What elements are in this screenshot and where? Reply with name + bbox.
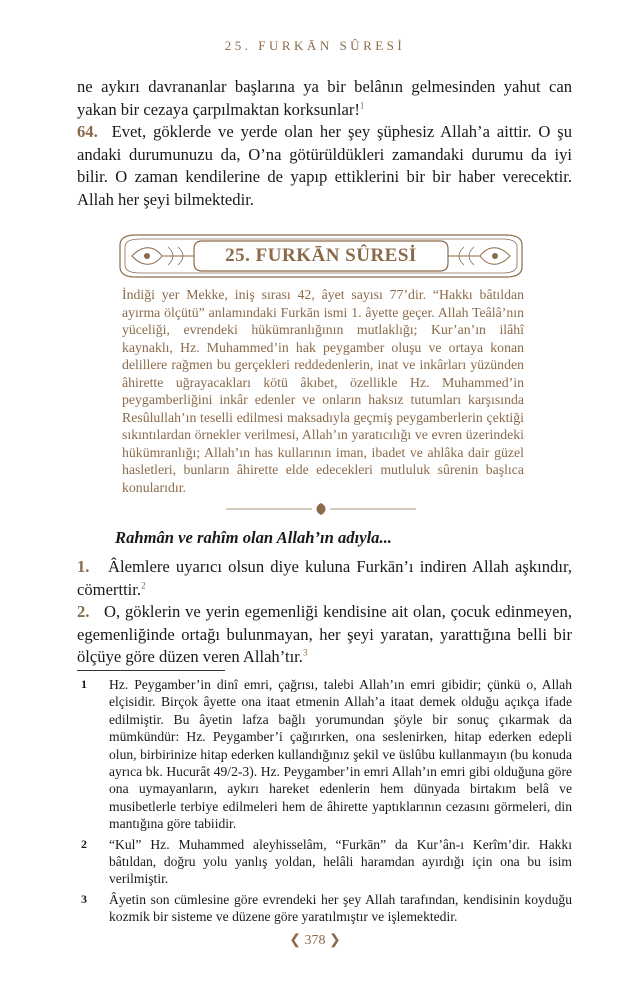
footnote-ref-1[interactable]: 1	[359, 100, 365, 111]
verses-block	[77, 556, 572, 669]
footnote-number: 1	[81, 677, 87, 691]
basmala: Rahmân ve rahîm olan Allah’ın adıyla...	[115, 528, 392, 547]
page-number-ornament-icon: ❯	[329, 933, 341, 948]
page-number	[0, 932, 630, 949]
footnote-text: “Kul” Hz. Muhammed aleyhisselâm, “Furkān” da Kur’ân-ı Kerîm’dir. Hakkı bâtıldan, doğru yolu yanlış yoldan, helâli haramdan ayırdığı için ona bu isim verilmiştir.	[109, 836, 572, 887]
footnote-ref-3[interactable]: 3	[302, 647, 308, 658]
footnote-number: 3	[81, 891, 87, 906]
footnotes	[77, 676, 572, 929]
page-number-value: 378	[304, 933, 326, 948]
top-text-block	[77, 76, 572, 212]
running-head: 25. FURKĀN SÛRESİ	[224, 38, 406, 53]
surah-title: 25. FURKĀN SÛRESİ	[225, 245, 417, 266]
surah-introduction: İndiği yer Mekke, iniş sırası 42, âyet sayısı 77’dir. “Hakkı bâtıldan ayırma ölçütü” anlamındaki Furkān ismi 1. âyette geçer. Allah Teâlâ’nın yüceliği, evrendeki hükümranlığının mutlaklığı; Kur’an’ın ilâhî kaynaklı, Hz. Muhammed’in hak peygamber oluşu ve ortaya konan delillere rağmen bu gerçekleri reddedenlerin, inat ve inkârları yüzünden âhirette uğrayacakları kötü âkıbet, özellikle Hz. Muhammed’in peygamberliğini inkâr edenler ve onların haksız tutumları karşısında Resûlullah’ın teselli edilmesi maksadıyla geçmiş peygamberlerin çektiği sıkıntılardan örnekler verilmesi, Allah’ın yaratıcılığı ve evren üzerindeki hükümranlığı; Allah’ın has kullarının iman, ibadet ve ahlâka dair güzel hasletleri, bunların âhirette elde edecekleri mutluluk sûrenin başlıca konularıdır.	[122, 287, 524, 495]
verse-number: 1.	[77, 557, 90, 576]
footnote-number: 2	[81, 836, 87, 851]
verse-number: 2.	[77, 602, 90, 622]
page-number-ornament-icon: ❮	[289, 933, 301, 948]
footnote-1	[77, 676, 572, 833]
footnote-text: Hz. Peygamber’in dinî emri, çağrısı, talebi Allah’ın emri gibidir; çünkü o, Allah elçisidir. Birçok âyette ona itaat etmenin Allah’a itaat demek olduğu açıkça ifade edilmiştir. Bu âyetin lafza bağlı yorumundan şöyle bir sonuç çıkarmak da mümkündür: Hz. Peygamber’i çağırırken, ona seslenirken, hitap ederken edepli olun, birbirinize hitap ederken kullandığınız şekil ve üslûbu kullanmayın (bu konuda ayrıca bk. Hucurât 49/2-3). Hz. Peygamber’in emri Allah’ın emri gibi olduğuna göre ona uymayanların, aykırı hareket edenlerin hem dünyada birtakım belâ ve musibetlerle terbiye edilmeleri hem de âhirette yaptıklarının cezasını görmeleri, din mantığına göre tabiidir.	[109, 677, 572, 832]
verse-64: 64. Evet, göklerde ve yerde olan her şey şüphesiz Allah’a aittir. O şu andaki durumunuzu da, O’na götürüldükleri zamandaki durumu da iyi bilir. O zaman kendilerine de yapıp ettiklerini bir bir haber verecektir. Allah her şeyi bilmektedir.	[77, 122, 573, 209]
footnote-ref-2[interactable]: 2	[141, 580, 146, 591]
footnote-3	[77, 891, 572, 926]
surah-title-banner	[118, 233, 524, 279]
continuation-paragraph: ne aykırı davrananlar başlarına ya bir belânın gelmesinden yahut can yakan bir cezaya çarpılmaktan korksunlar!$^1$	[77, 77, 572, 119]
verse-2: 2. O, göklerin ve yerin egemenliği kendisine ait olan, çocuk edinmeyen, egemenliğinde ortağı bulunmayan, her şeyi yaratan, yarattığına belli bir ölçüye göre düzen veren Allah’tır.$^3$	[77, 602, 572, 667]
footnote-text: Âyetin son cümlesine göre evrendeki her şey Allah tarafından, kendisinin koyduğu kozmik bir sisteme ve düzene göre yaratılmıştır ve işlemektedir.	[109, 891, 572, 925]
footnote-2	[77, 836, 572, 888]
verse-1: 1. Âlemlere uyarıcı olsun diye kuluna Furkān’ı indiren Allah aşkındır, cömerttir.$^2$	[77, 557, 572, 599]
fleuron-divider-icon	[226, 502, 416, 516]
footnote-rule	[77, 670, 225, 671]
verse-number: 64.	[77, 122, 98, 142]
